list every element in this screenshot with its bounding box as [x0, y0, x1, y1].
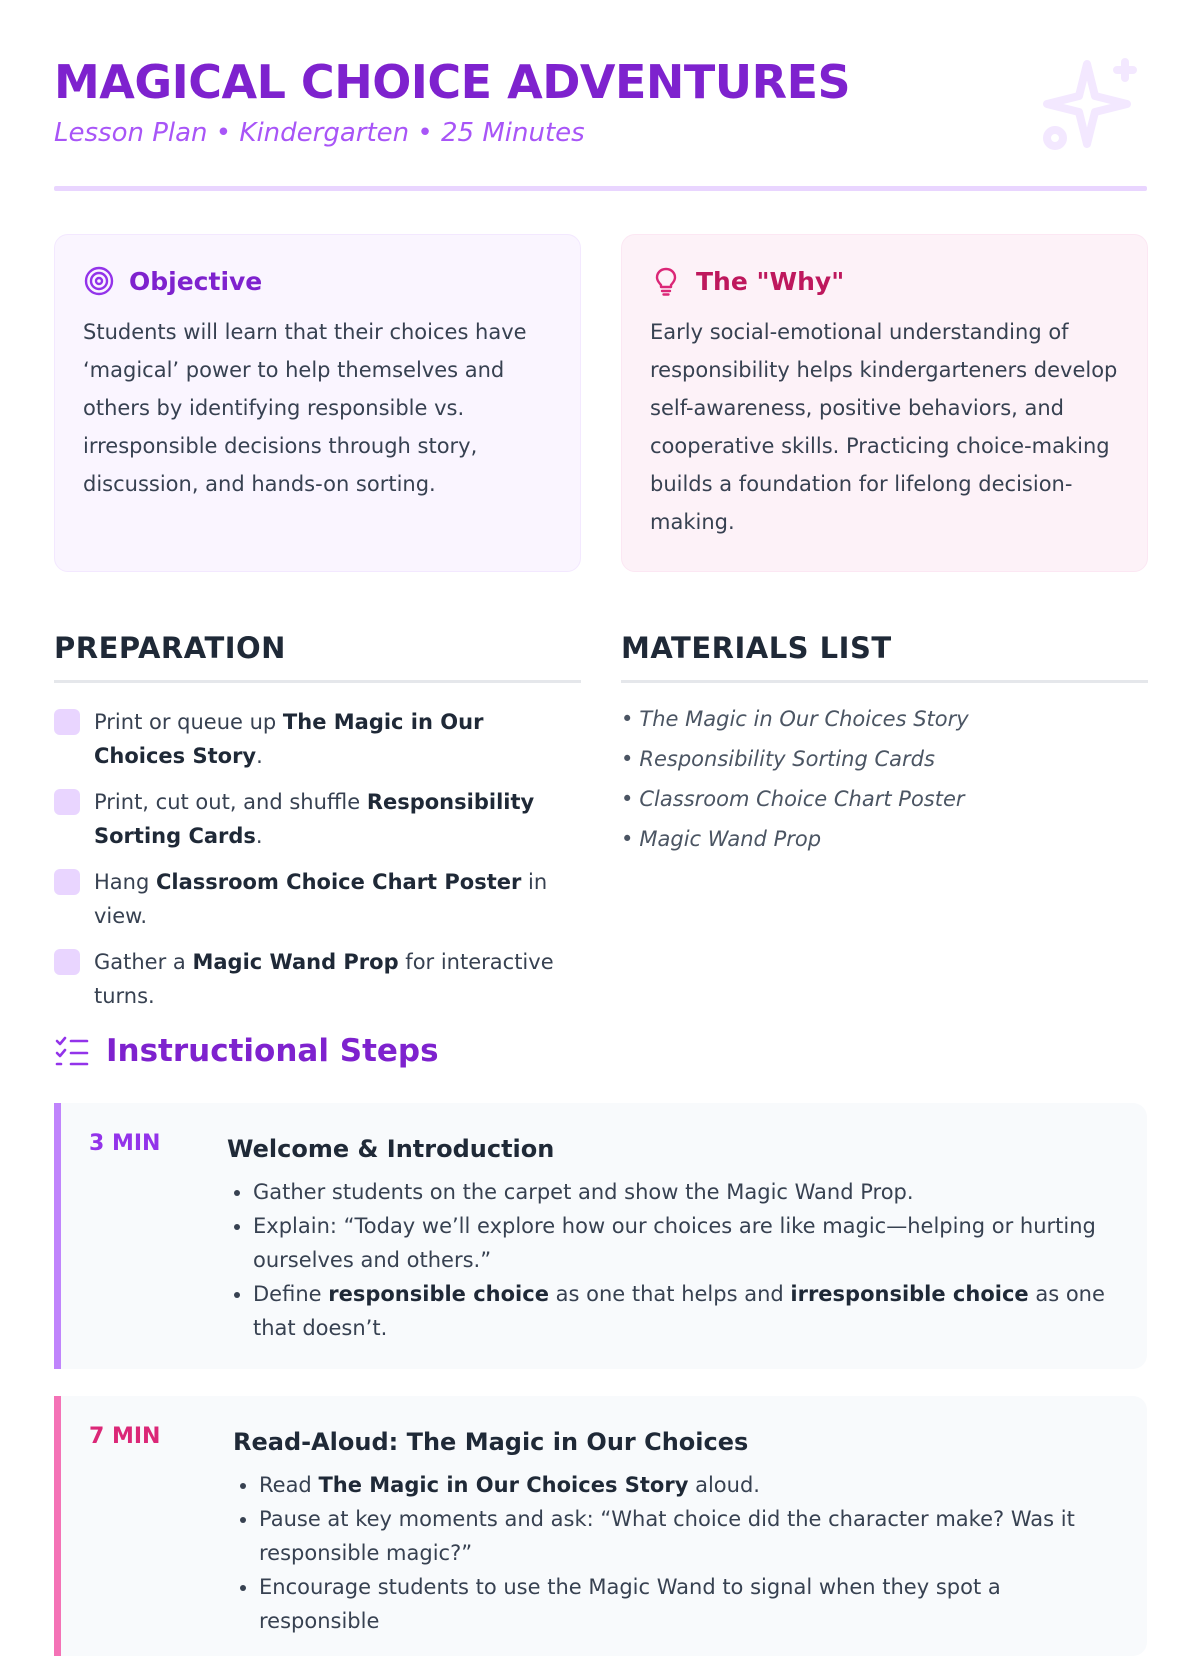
page-title: MAGICAL CHOICE ADVENTURES	[54, 55, 851, 109]
checkbox-icon[interactable]	[54, 789, 80, 815]
preparation-item: Print or queue up The Magic in Our Choices Story.	[54, 705, 581, 773]
objective-title: Objective	[129, 266, 263, 296]
step-card	[54, 1396, 1147, 1656]
step-bullet: • Gather students on the carpet and show the Magic Wand Prop.	[253, 1175, 1107, 1209]
step-bullet: • Explain: “Today we’ll explore how our choices are like magic—helping or hurting ourselves and others.”	[253, 1209, 1107, 1277]
checkbox-icon[interactable]	[54, 949, 80, 975]
materials-item: • Classroom Choice Chart Poster	[621, 785, 1148, 813]
page-subtitle: Lesson Plan • Kindergarten • 25 Minutes	[54, 118, 585, 148]
why-card	[621, 234, 1148, 572]
materials-list	[621, 705, 1148, 853]
materials-section	[621, 628, 1148, 865]
steps-title: Instructional Steps	[106, 1033, 439, 1069]
materials-item: • The Magic in Our Choices Story	[621, 705, 1148, 733]
lightbulb-icon	[650, 265, 682, 297]
header	[54, 52, 1147, 192]
step-card	[54, 1103, 1147, 1369]
preparation-item: Print, cut out, and shuffle Responsibility Sorting Cards.	[54, 785, 581, 853]
objective-card	[54, 234, 581, 572]
step-bullets	[227, 1175, 1107, 1345]
step-title: Read-Aloud: The Magic in Our Choices	[233, 1428, 749, 1456]
checkbox-icon[interactable]	[54, 709, 80, 735]
why-title: The "Why"	[696, 266, 845, 296]
instructional-steps-heading	[54, 1030, 439, 1072]
step-title: Welcome & Introduction	[227, 1135, 555, 1163]
target-icon	[83, 265, 115, 297]
materials-item: • Responsibility Sorting Cards	[621, 745, 1148, 773]
materials-item: • Magic Wand Prop	[621, 825, 1148, 853]
preparation-list	[54, 705, 581, 1013]
header-divider	[54, 186, 1147, 191]
why-body: Early social-emotional understanding of responsibility helps kindergarteners develop self-awareness, positive behaviors, and cooperative skills. Practicing choice-making builds a foundation for lifelong decision-making.	[650, 320, 1118, 534]
checklist-icon	[54, 1033, 90, 1069]
step-bullet: • Read The Magic in Our Choices Story aloud.	[259, 1468, 1107, 1502]
preparation-item: Hang Classroom Choice Chart Poster in view.	[54, 865, 581, 933]
lesson-plan-page	[54, 0, 1147, 1633]
step-bullet: • Encourage students to use the Magic Wand to signal when they spot a responsible	[259, 1570, 1107, 1638]
objective-body: Students will learn that their choices have ‘magical’ power to help themselves and others by identifying responsible vs. irresponsible decisions through story, discussion, and hands-on sorting.	[83, 320, 527, 496]
preparation-heading: PREPARATION	[54, 628, 581, 683]
materials-heading: MATERIALS LIST	[621, 628, 1148, 683]
preparation-section	[54, 628, 581, 1025]
step-bullet: • Pause at key moments and ask: “What choice did the character make? Was it responsible magic?”	[259, 1502, 1107, 1570]
sparkle-icon	[1041, 56, 1145, 160]
checkbox-icon[interactable]	[54, 869, 80, 895]
step-duration: 7 MIN	[89, 1424, 161, 1449]
step-duration: 3 MIN	[89, 1131, 161, 1156]
preparation-item: Gather a Magic Wand Prop for interactive turns.	[54, 945, 581, 1013]
step-bullet: • Define responsible choice as one that helps and irresponsible choice as one that doesn’t.	[253, 1277, 1107, 1345]
step-bullets	[233, 1468, 1107, 1638]
